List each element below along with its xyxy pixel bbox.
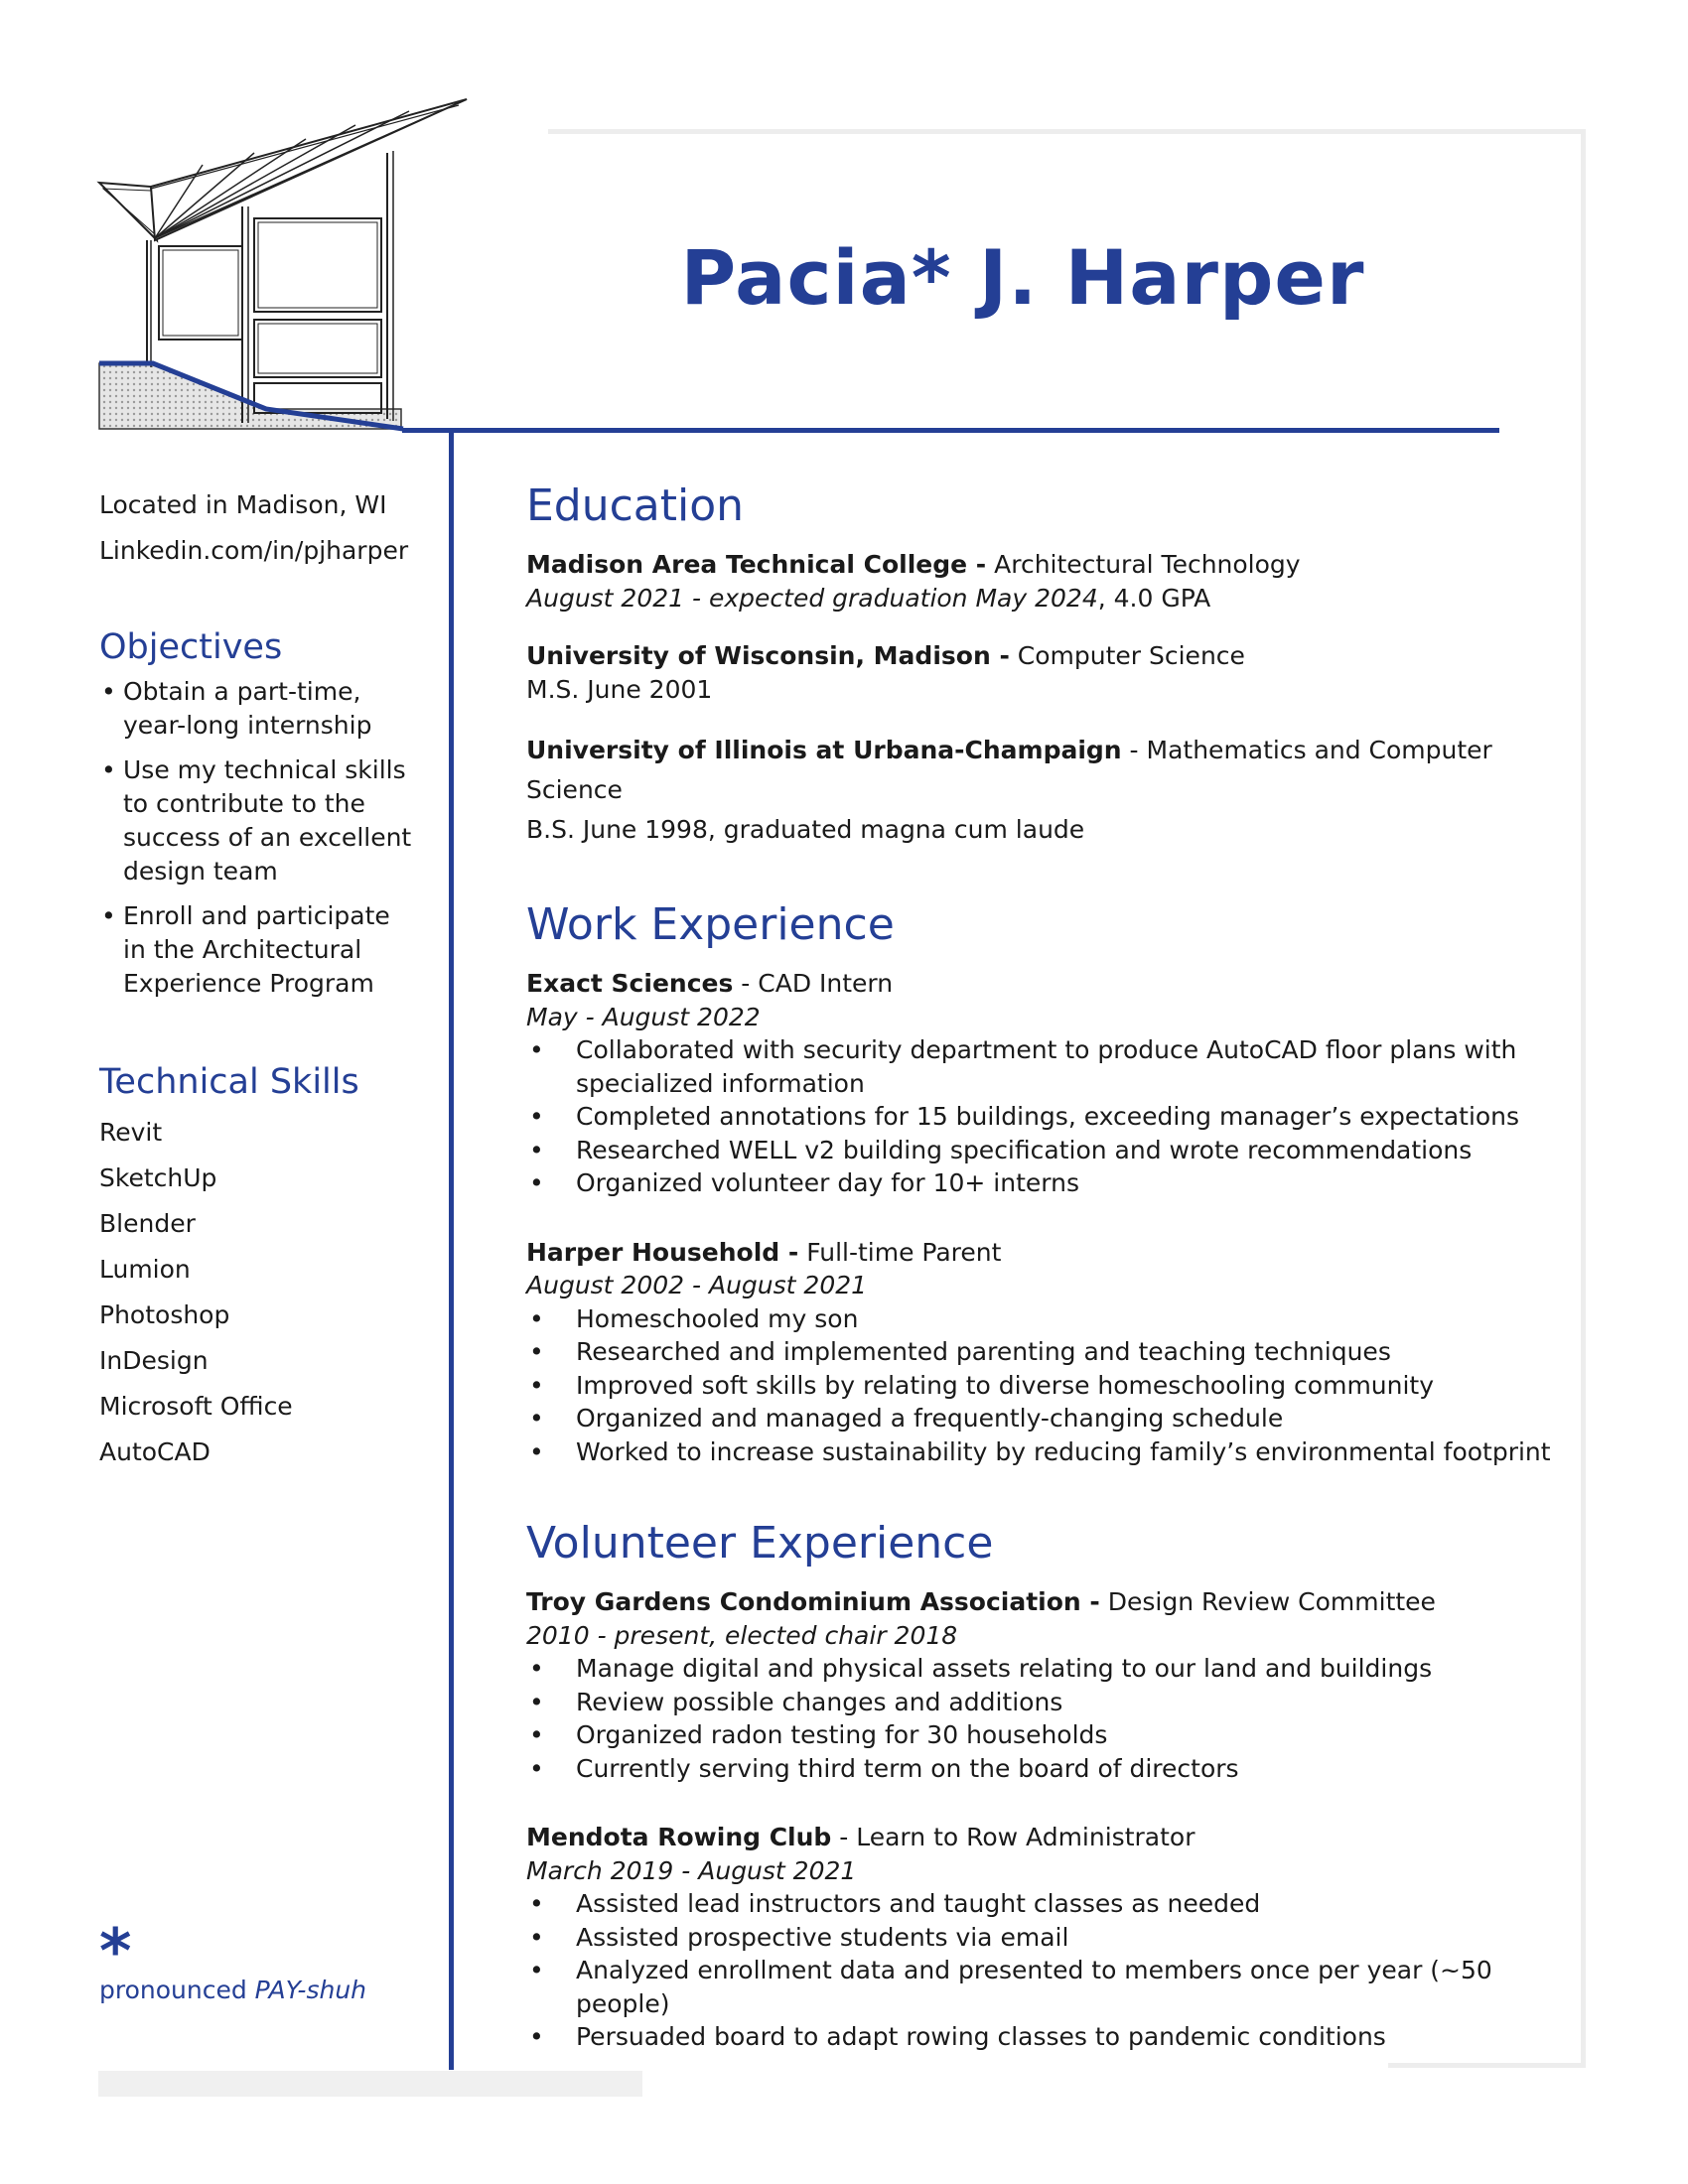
organization-name: Troy Gardens Condominium Association - bbox=[526, 1587, 1100, 1616]
list-item: Blender bbox=[99, 1209, 196, 1238]
list-item: • Homeschooled my son bbox=[526, 1302, 1569, 1336]
page-card-shadow bbox=[98, 2071, 642, 2097]
job-role: - CAD Intern bbox=[733, 969, 894, 998]
school-name: Madison Area Technical College - bbox=[526, 550, 987, 579]
list-item: • Enroll and participate in the Architectural Experience Program bbox=[99, 899, 417, 1001]
list-item: • Organized and managed a frequently-changing schedule bbox=[526, 1402, 1569, 1435]
list-item: • Organized radon testing for 30 households bbox=[526, 1718, 1569, 1752]
organization-name: Exact Sciences bbox=[526, 969, 734, 998]
degree-detail: B.S. June 1998, graduated magna cum laude bbox=[526, 815, 1085, 844]
objectives-heading: Objectives bbox=[99, 627, 283, 667]
list-item: Lumion bbox=[99, 1255, 191, 1284]
job-date: May - August 2022 bbox=[526, 1002, 761, 1031]
linkedin-link[interactable]: Linkedin.com/in/pjharper bbox=[99, 536, 409, 565]
building-illustration bbox=[95, 95, 473, 433]
list-item: • Collaborated with security department to produce AutoCAD floor plans with specialized information bbox=[526, 1033, 1569, 1100]
location: Located in Madison, WI bbox=[99, 490, 387, 519]
work-section bbox=[526, 895, 1569, 1468]
pronunciation-note bbox=[99, 1915, 417, 2007]
list-item: • Organized volunteer day for 10+ interns bbox=[526, 1166, 1569, 1200]
main-content bbox=[526, 477, 1569, 2054]
job-bullets bbox=[526, 1302, 1569, 1469]
job-date: August 2002 - August 2021 bbox=[526, 1271, 868, 1299]
school-name: University of Wisconsin, Madison - bbox=[526, 641, 1010, 670]
education-date: August 2021 - expected graduation May 2024 bbox=[526, 584, 1098, 613]
list-item: • Researched and implemented parenting and teaching techniques bbox=[526, 1335, 1569, 1369]
degree-detail: M.S. June 2001 bbox=[526, 675, 713, 704]
job-entry bbox=[526, 1236, 1569, 1469]
list-item: Revit bbox=[99, 1118, 163, 1147]
column-divider bbox=[449, 430, 454, 2070]
volunteer-heading: Volunteer Experience bbox=[526, 1518, 994, 1569]
education-gpa: , 4.0 GPA bbox=[1097, 584, 1211, 613]
list-item: • Assisted lead instructors and taught classes as needed bbox=[526, 1887, 1569, 1921]
school-name: University of Illinois at Urbana-Champaign bbox=[526, 736, 1122, 764]
list-item: • Completed annotations for 15 buildings, exceeding manager’s expectations bbox=[526, 1100, 1569, 1134]
organization-name: Mendota Rowing Club bbox=[526, 1823, 832, 1851]
job-entry bbox=[526, 967, 1569, 1200]
page-title: Pacia* J. Harper bbox=[680, 233, 1365, 322]
skills-list bbox=[99, 1110, 417, 1475]
list-item: • Manage digital and physical assets relating to our land and buildings bbox=[526, 1652, 1569, 1686]
pronunciation-label: pronounced bbox=[99, 1976, 247, 2004]
job-bullets bbox=[526, 1887, 1569, 2054]
education-entry bbox=[526, 639, 1569, 707]
job-entry bbox=[526, 1585, 1569, 1785]
education-heading: Education bbox=[526, 480, 745, 531]
contact-info bbox=[99, 482, 417, 574]
education-entry bbox=[526, 548, 1569, 615]
education-entry bbox=[526, 731, 1569, 850]
job-role: Full-time Parent bbox=[798, 1237, 1002, 1267]
list-item: • Worked to increase sustainability by reducing family’s environmental footprint bbox=[526, 1435, 1569, 1469]
list-item: SketchUp bbox=[99, 1163, 217, 1192]
list-item: AutoCAD bbox=[99, 1437, 211, 1466]
organization-name: Harper Household - bbox=[526, 1237, 799, 1267]
list-item: Photoshop bbox=[99, 1300, 230, 1329]
education-section bbox=[526, 477, 1569, 850]
list-item: • Currently serving third term on the board of directors bbox=[526, 1752, 1569, 1786]
list-item: • Use my technical skills to contribute to the success of an excellent design team bbox=[99, 753, 417, 888]
list-item: InDesign bbox=[99, 1346, 209, 1375]
list-item: • Assisted prospective students via email bbox=[526, 1921, 1569, 1955]
job-date: March 2019 - August 2021 bbox=[526, 1855, 857, 1885]
list-item: • Review possible changes and additions bbox=[526, 1686, 1569, 1719]
header-rule bbox=[402, 428, 1499, 433]
job-role: - Learn to Row Administrator bbox=[831, 1823, 1196, 1851]
pronunciation-text: PAY-shuh bbox=[254, 1976, 367, 2004]
job-date: 2010 - present, elected chair 2018 bbox=[526, 1620, 958, 1650]
volunteer-section bbox=[526, 1514, 1569, 2054]
list-item: • Persuaded board to adapt rowing classes to pandemic conditions bbox=[526, 2020, 1569, 2054]
job-entry bbox=[526, 1821, 1569, 2054]
asterisk-symbol: * bbox=[99, 1915, 132, 1987]
objectives-list bbox=[99, 675, 417, 1001]
field-of-study: Architectural Technology bbox=[986, 550, 1301, 579]
list-item: • Researched WELL v2 building specification and wrote recommendations bbox=[526, 1134, 1569, 1167]
list-item: • Obtain a part-time, year-long internship bbox=[99, 675, 417, 743]
list-item: • Improved soft skills by relating to diverse homeschooling community bbox=[526, 1369, 1569, 1403]
skills-heading: Technical Skills bbox=[99, 1062, 359, 1102]
list-item: Microsoft Office bbox=[99, 1392, 293, 1421]
list-item: • Analyzed enrollment data and presented to members once per year (~50 people) bbox=[526, 1954, 1569, 2020]
skills-section bbox=[99, 1060, 417, 1475]
job-bullets bbox=[526, 1652, 1569, 1785]
page-card-shadow bbox=[1388, 2063, 1586, 2068]
field-of-study: Computer Science bbox=[1009, 641, 1245, 670]
job-bullets bbox=[526, 1033, 1569, 1200]
objectives-section bbox=[99, 625, 417, 1012]
job-role: Design Review Committee bbox=[1099, 1587, 1436, 1616]
work-heading: Work Experience bbox=[526, 899, 895, 950]
field-of-study: - Mathematics and Computer Science bbox=[526, 736, 1492, 804]
